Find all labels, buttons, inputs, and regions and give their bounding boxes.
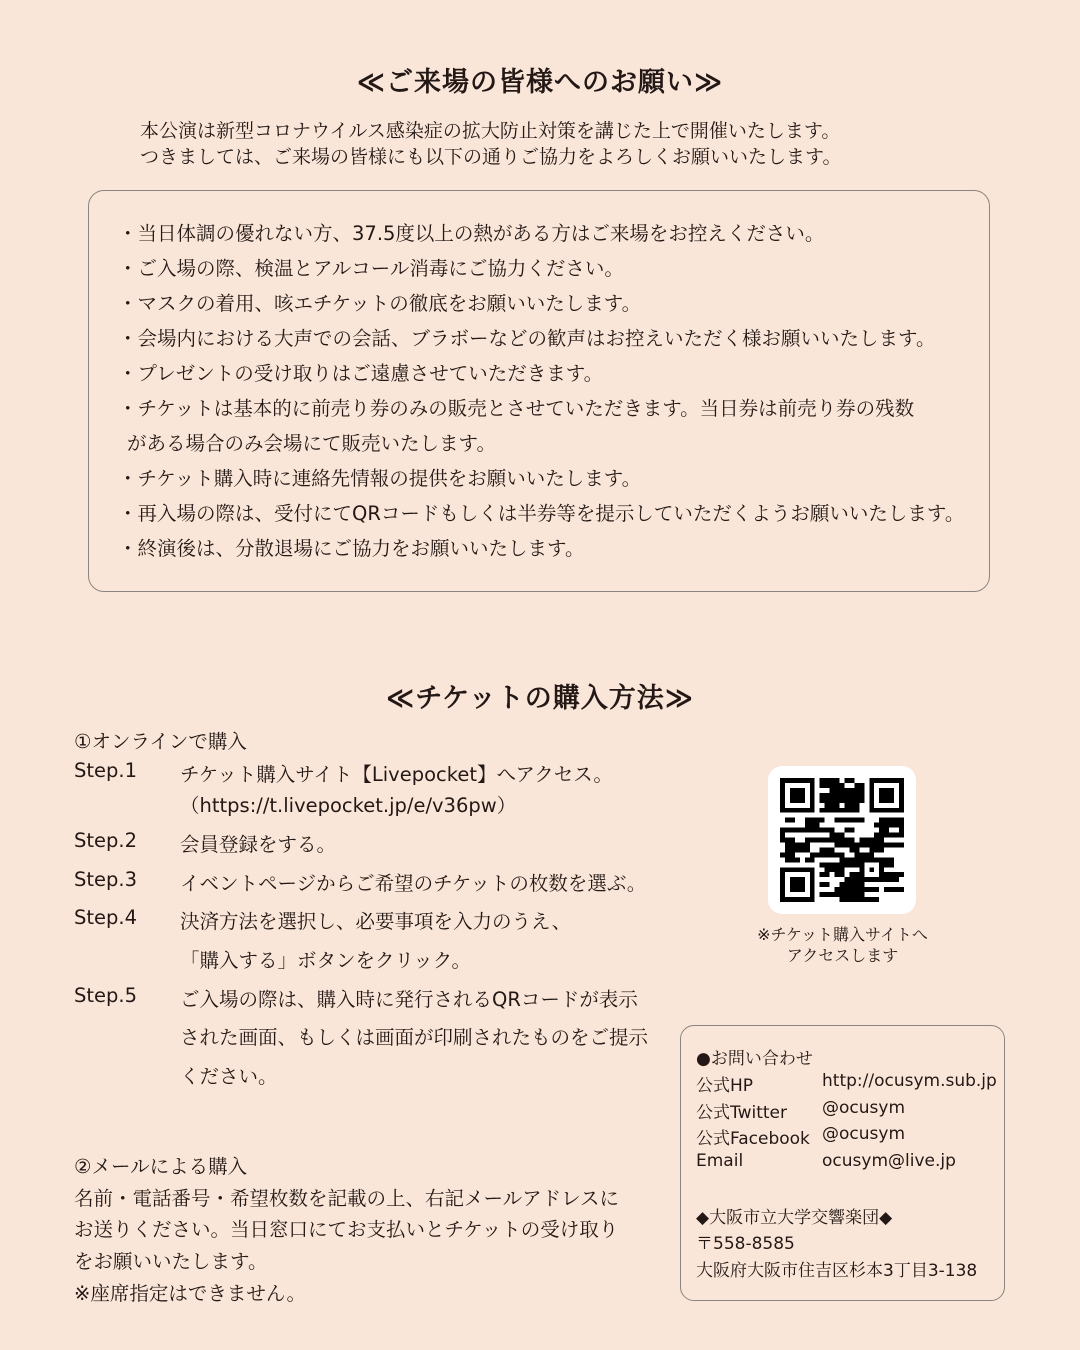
organization-name: ◆大阪市立大学交響楽団◆ [696,1208,893,1228]
step-text: された画面、もしくは画面が印刷されたものをご提示 [180,1026,649,1049]
qr-note-line-1: ※チケット購入サイトへ [757,925,928,944]
intro-line-1: 本公演は新型コロナウイルス感染症の拡大防止対策を講じた上で開催いたします。 [140,120,841,142]
contact-title: ●お問い合わせ [696,1049,813,1069]
livepocket-url[interactable]: （https://t.livepocket.jp/e/v36pw） [180,794,517,817]
rules-box [88,190,990,592]
rule-item: ・再入場の際は、受付にてQRコードもしくは半券等を提示していただくようお願いいたします。 [118,502,965,525]
intro-line-2: つきましては、ご来場の皆様にも以下の通りご協力をよろしくお願いいたします。 [140,146,842,168]
rule-item: ・終演後は、分散退場にご協力をお願いいたします。 [118,537,585,560]
mail-text: 名前・電話番号・希望枚数を記載の上、右記メールアドレスに [74,1187,620,1210]
step-text: 決済方法を選択し、必要事項を入力のうえ、 [180,910,572,933]
rule-item: ・当日体調の優れない方、37.5度以上の熱がある方はご来場をお控えください。 [118,222,825,245]
step-label: Step.2 [74,829,138,852]
mail-purchase-title: ②メールによる購入 [74,1155,248,1178]
online-purchase-title: ①オンラインで購入 [74,730,247,753]
address: 大阪府大阪市住吉区杉本3丁目3-138 [696,1261,978,1281]
rule-item: ・会場内における大声での会話、ブラボーなどの歓声はお控えいただく様お願いいたします。 [118,327,936,350]
official-hp-link[interactable]: http://ocusym.sub.jp [822,1071,997,1091]
step-label: Step.5 [74,984,138,1007]
qr-note-line-2: アクセスします [786,946,899,965]
step-text: ください。 [180,1065,278,1088]
mail-text: お送りください。当日窓口にてお支払いとチケットの受け取り [74,1218,619,1241]
email-link[interactable]: ocusym@live.jp [822,1151,956,1171]
rule-item: ・マスクの着用、咳エチケットの徹底をお願いいたします。 [118,292,642,315]
step-text: チケット購入サイト【Livepocket】へアクセス。 [180,763,613,786]
step-text: 「購入する」ボタンをクリック。 [180,949,471,972]
tickets-heading: ≪チケットの購入方法≫ [385,683,695,714]
step-label: Step.3 [74,868,138,891]
step-label: Step.4 [74,906,138,929]
rule-item: ・チケット購入時に連絡先情報の提供をお願いいたします。 [118,467,642,490]
rule-item: ・ご入場の際、検温とアルコール消毒にご協力ください。 [118,257,624,280]
step-text: 会員登録をする。 [180,833,337,856]
contact-label: 公式Facebook [696,1129,810,1149]
mail-text: をお願いいたします。 [74,1250,268,1273]
step-label: Step.1 [74,759,138,782]
rule-item-continued: がある場合のみ会場にて販売いたします。 [127,432,496,455]
step-text: ご入場の際は、購入時に発行されるQRコードが表示 [180,988,638,1011]
qr-code[interactable] [768,766,916,914]
contact-label: 公式HP [696,1076,754,1096]
contact-label: 公式Twitter [696,1103,787,1123]
qr-code-icon [780,778,904,902]
facebook-handle[interactable]: @ocusym [822,1124,905,1144]
request-heading: ≪ご来場の皆様へのお願い≫ [356,67,724,98]
step-text: イベントページからご希望のチケットの枚数を選ぶ。 [180,872,647,895]
seat-note: ※座席指定はできません。 [74,1282,307,1305]
rule-item: ・プレゼントの受け取りはご遠慮させていただきます。 [118,362,604,385]
rule-item: ・チケットは基本的に前売り券のみの販売とさせていただきます。当日券は前売り券の残数 [118,397,915,420]
twitter-handle[interactable]: @ocusym [822,1098,905,1118]
contact-label: Email [696,1151,744,1171]
postal-code: 〒558-8585 [696,1234,795,1254]
